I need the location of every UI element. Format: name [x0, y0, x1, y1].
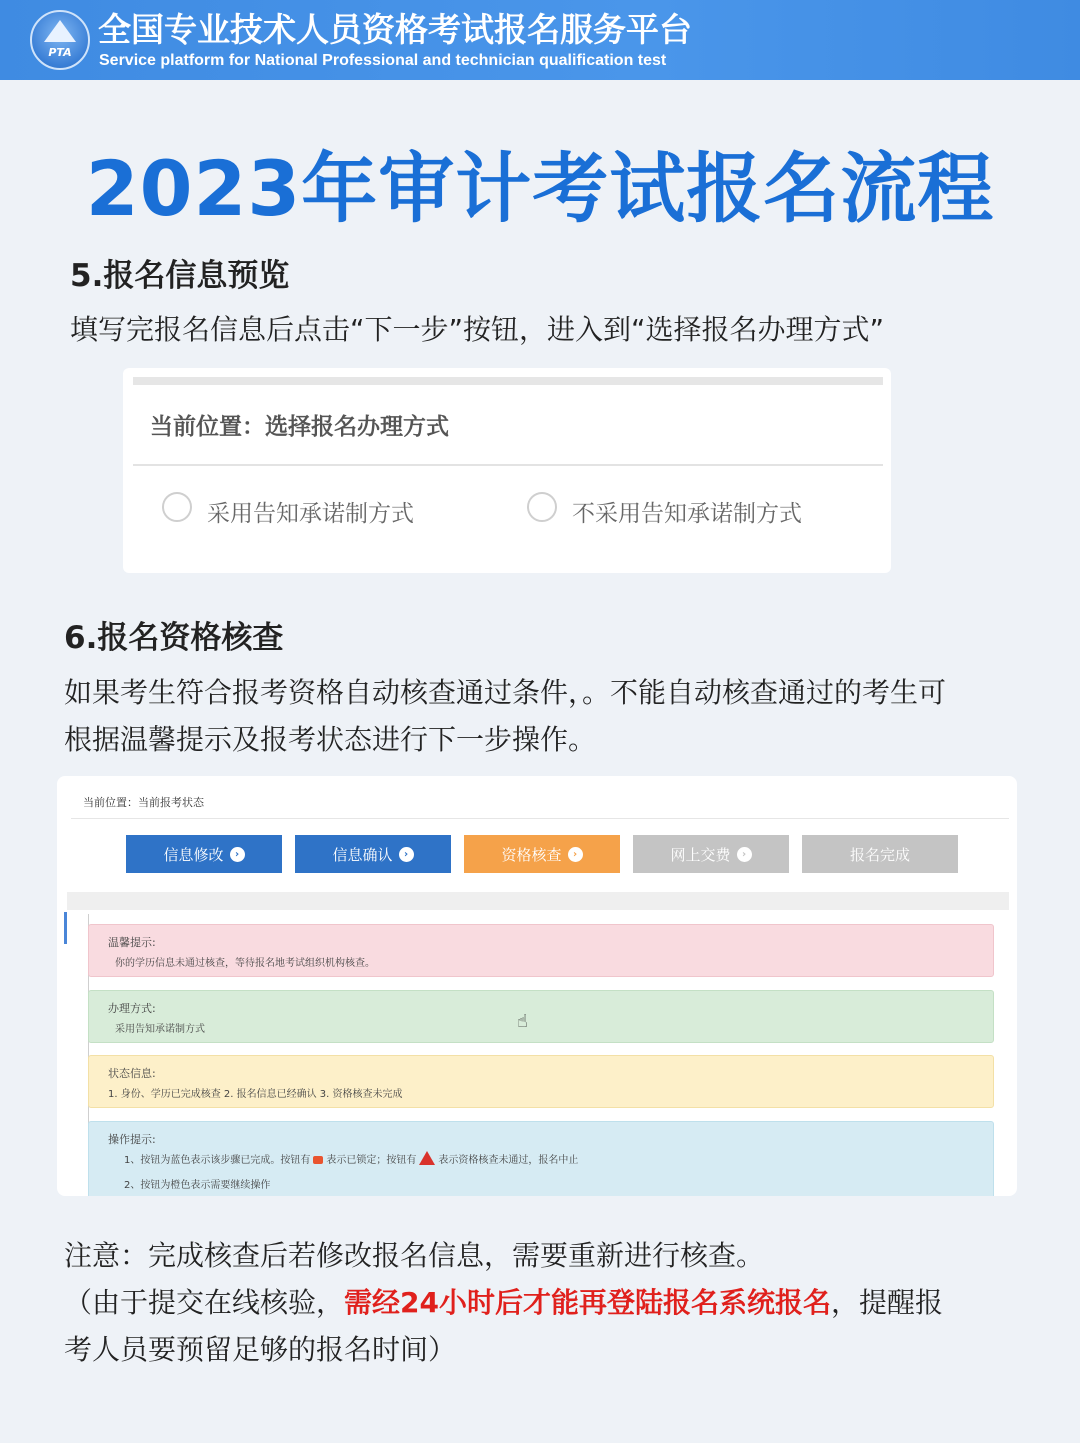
method-box: 办理方式: 采用告知承诺制方式: [88, 990, 994, 1043]
section6-text-line1: 如果考生符合报考资格自动核查通过条件，。不能自动核查通过的考生可: [64, 676, 947, 709]
chevron-right-icon: ›: [230, 847, 245, 862]
status-box: 状态信息: 1. 身份、学历已完成核查 2. 报名信息已经确认 3. 资格核查未完成: [88, 1055, 994, 1108]
section5-title: 5.报名信息预览: [70, 258, 290, 294]
registration-status-card: [57, 776, 1017, 1196]
breadcrumb: 当前位置：当前报考状态: [83, 796, 204, 809]
site-subtitle: Service platform for National Professional and technician qualification test: [99, 52, 667, 69]
radio-commitment-label[interactable]: 采用告知承诺制方式: [207, 501, 414, 527]
chevron-right-icon: ›: [568, 847, 583, 862]
section5-text: 填写完报名信息后点击“下一步”按钮，进入到“选择报名办理方式”: [70, 313, 885, 346]
step-online-payment-button[interactable]: 网上交费 ›: [633, 835, 789, 873]
registration-method-card: [123, 368, 891, 573]
page-title: 2023年审计考试报名流程: [85, 144, 995, 233]
tip-box: 温馨提示: 你的学历信息未通过核查，等待报名地考试组织机构核查。: [88, 924, 994, 977]
radio-no-commitment[interactable]: [527, 492, 557, 522]
note-line1: 注意：完成核查后若修改报名信息，需要重新进行核查。: [64, 1239, 765, 1272]
breadcrumb: 当前位置：选择报名办理方式: [150, 414, 449, 440]
hand-cursor-icon: ☝: [517, 1011, 528, 1032]
radio-commitment[interactable]: [162, 492, 192, 522]
chevron-right-icon: ›: [399, 847, 414, 862]
pta-logo-icon: PTA: [30, 10, 90, 70]
step-info-confirm-button[interactable]: 信息确认 ›: [295, 835, 451, 873]
lock-icon: [313, 1156, 323, 1164]
operation-tips-box: 操作提示: 1、按钮为蓝色表示该步骤已完成。按钮有 表示已锁定；按钮有 表示资格核查未通过，报名中止 2、按钮为橙色表示需要继续操作: [88, 1121, 994, 1196]
section6-text-line2: 根据温馨提示及报考状态进行下一步操作。: [64, 723, 597, 756]
note-highlight: 需经24小时后才能再登陆报名系统报名: [344, 1286, 831, 1319]
site-header: [0, 0, 1080, 80]
step-complete-button[interactable]: 报名完成: [802, 835, 958, 873]
step-qualification-check-button[interactable]: 资格核查 ›: [464, 835, 620, 873]
note-line2: （由于提交在线核验，需经24小时后才能再登陆报名系统报名，提醒报: [64, 1286, 943, 1319]
site-title: 全国专业技术人员资格考试报名服务平台: [98, 10, 692, 49]
warning-icon: [419, 1151, 435, 1165]
note-line3: 考人员要预留足够的报名时间）: [64, 1333, 457, 1366]
radio-no-commitment-label[interactable]: 不采用告知承诺制方式: [572, 501, 802, 527]
chevron-right-icon: ›: [737, 847, 752, 862]
step-info-edit-button[interactable]: 信息修改 ›: [126, 835, 282, 873]
section6-title: 6.报名资格核查: [64, 620, 284, 656]
